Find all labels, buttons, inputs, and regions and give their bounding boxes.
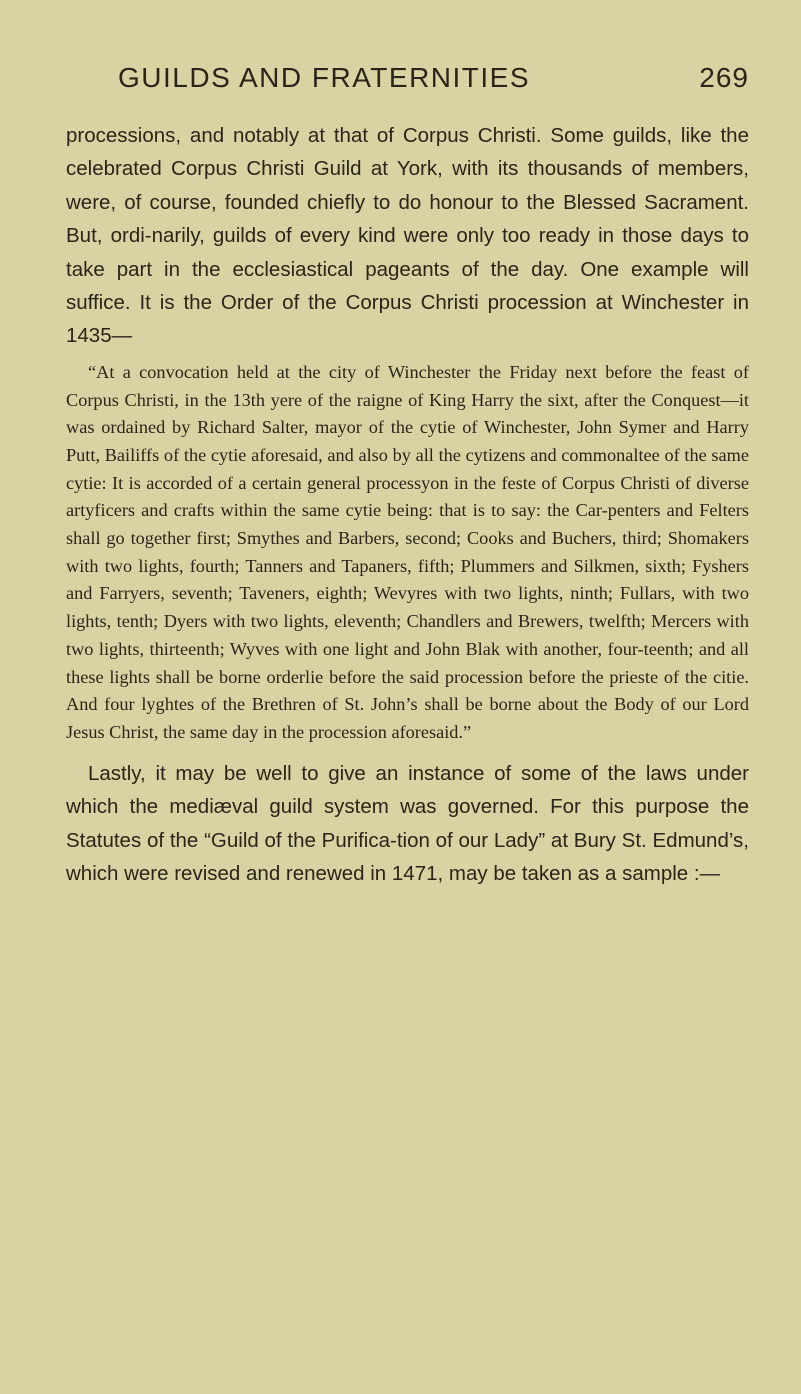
running-head: [66, 62, 749, 102]
paragraph-quotation: “At a convocation held at the city of Winchester the Friday next before the feast of Corpus Christi, in the 13th yere of the raigne of King Harry the sixt, after the Conquest—it was ordained by Richard Salter, mayor of the cytie of Winchester, John Symer and Harry Putt, Bailiffs of the cytie aforesaid, and also by all the cytizens and commonaltee of the same cytie: It is accorded of a certain general processyon in the feste of Corpus Christi of diverse artyficers and crafts within the same cytie being: that is to say: the Car-penters and Felters shall go together first; Smythes and Barbers, second; Cooks and Buchers, third; Shomakers with two lights, fourth; Tanners and Tapaners, fifth; Plummers and Silkmen, sixth; Fyshers and Farryers, seventh; Taveners, eighth; Wevyres with two lights, ninth; Fullars, with two lights, tenth; Dyers with two lights, eleventh; Chandlers and Brewers, twelfth; Mercers with two lights, thirteenth; Wyves with one light and John Blak with another, four-teenth; and all these lights shall be borne orderlie before the said procession before the prieste of the citie. And four lyghtes of the Brethren of St. John’s shall be borne about the Body of our Lord Jesus Christ, the same day in the procession aforesaid.”: [66, 361, 749, 742]
running-title: GUILDS AND FRATERNITIES: [118, 62, 531, 93]
paragraph-statutes: Lastly, it may be well to give an instance of some of the laws under which the mediæval guild system was governed. For this purpose the Statutes of the “Guild of the Purifica-tion of our Lady” at Bury St. Edmund’s, which were revised and renewed in 1471, may be taken as a sample :—: [66, 761, 749, 885]
page-number: 269: [699, 62, 749, 93]
paragraph-intro: processions, and notably at that of Corpus Christi. Some guilds, like the celebrated Corpus Christi Guild at York, with its thousands of members, were, of course, founded chiefly to do honour to the Blessed Sacrament. But, ordi-narily, guilds of every kind were only too ready in those days to take part in the ecclesiastical pageants of the day. One example will suffice. It is the Order of the Corpus Christi procession at Winchester in 1435—: [66, 124, 749, 348]
body-text: [66, 119, 749, 890]
